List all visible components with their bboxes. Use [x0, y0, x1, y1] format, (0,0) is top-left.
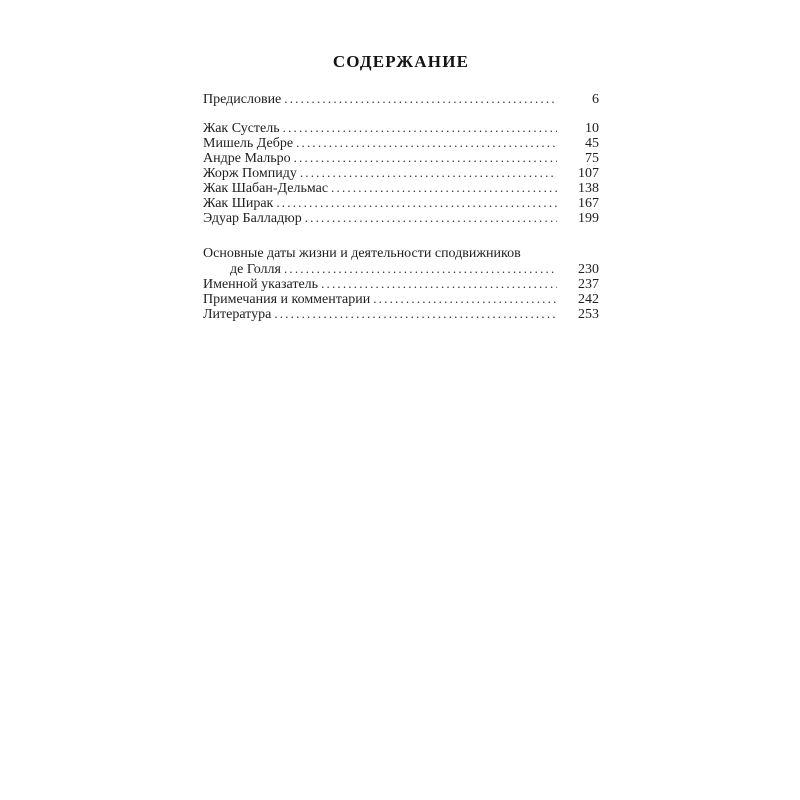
toc-entry — [203, 91, 599, 106]
dot-leader — [331, 180, 557, 195]
dot-leader — [284, 261, 557, 276]
toc-entry-label: Эдуар Балладюр — [203, 211, 302, 226]
toc-entry-label: Предисловие — [203, 92, 282, 107]
toc-entry-label: Жорж Помпиду — [203, 166, 297, 181]
toc-entry-page: 167 — [578, 196, 599, 211]
toc-entry-page: 75 — [585, 151, 599, 166]
toc-entry — [203, 195, 599, 210]
toc-list — [203, 91, 599, 321]
dot-leader — [300, 165, 557, 180]
toc-entry-page: 199 — [578, 211, 599, 226]
toc-entry-label: Андре Мальро — [203, 151, 291, 166]
dot-leader — [294, 150, 557, 165]
toc-entry — [203, 135, 599, 150]
dot-leader — [283, 120, 557, 135]
toc-entry — [203, 165, 599, 180]
toc-entry-page: 6 — [592, 92, 599, 107]
toc-entry-label: Жак Шабан-Дельмас — [203, 181, 329, 196]
toc-entry — [203, 291, 599, 306]
toc-entry-page: 237 — [578, 277, 599, 292]
dot-leader — [276, 195, 557, 210]
toc-entry-label: Мишель Дебре — [203, 136, 294, 151]
dot-leader — [373, 291, 557, 306]
toc-entry — [203, 150, 599, 165]
toc-entry-page: 107 — [578, 166, 599, 181]
dot-leader — [305, 210, 557, 225]
page-title: СОДЕРЖАНИЕ — [332, 52, 470, 71]
toc-entry-page: 10 — [585, 121, 599, 136]
toc-entry — [203, 246, 599, 261]
toc-entry-page: 138 — [578, 181, 599, 196]
toc-entry-label: Именной указатель — [203, 277, 319, 292]
dot-leader — [284, 91, 557, 106]
toc-entry-label: Литература — [203, 307, 272, 322]
toc-entry — [203, 120, 599, 135]
toc-entry — [203, 180, 599, 195]
toc-entry-label: де Голля — [230, 262, 281, 277]
toc-entry-label: Жак Ширак — [203, 196, 274, 211]
toc-entry-label: Жак Сустель — [203, 121, 280, 136]
toc-entry-label: Основные даты жизни и деятельности сподвижников — [203, 246, 521, 261]
toc-entry — [203, 210, 599, 225]
table-of-contents — [203, 52, 599, 321]
toc-entry-label: Примечания и комментарии — [203, 292, 371, 307]
toc-entry-page: 230 — [578, 262, 599, 277]
toc-entry — [203, 261, 599, 276]
dot-leader — [274, 306, 557, 321]
toc-entry — [203, 276, 599, 291]
toc-entry-page: 253 — [578, 307, 599, 322]
dot-leader — [296, 135, 557, 150]
toc-entry — [203, 306, 599, 321]
dot-leader — [321, 276, 557, 291]
toc-entry-page: 45 — [585, 136, 599, 151]
toc-entry-page: 242 — [578, 292, 599, 307]
